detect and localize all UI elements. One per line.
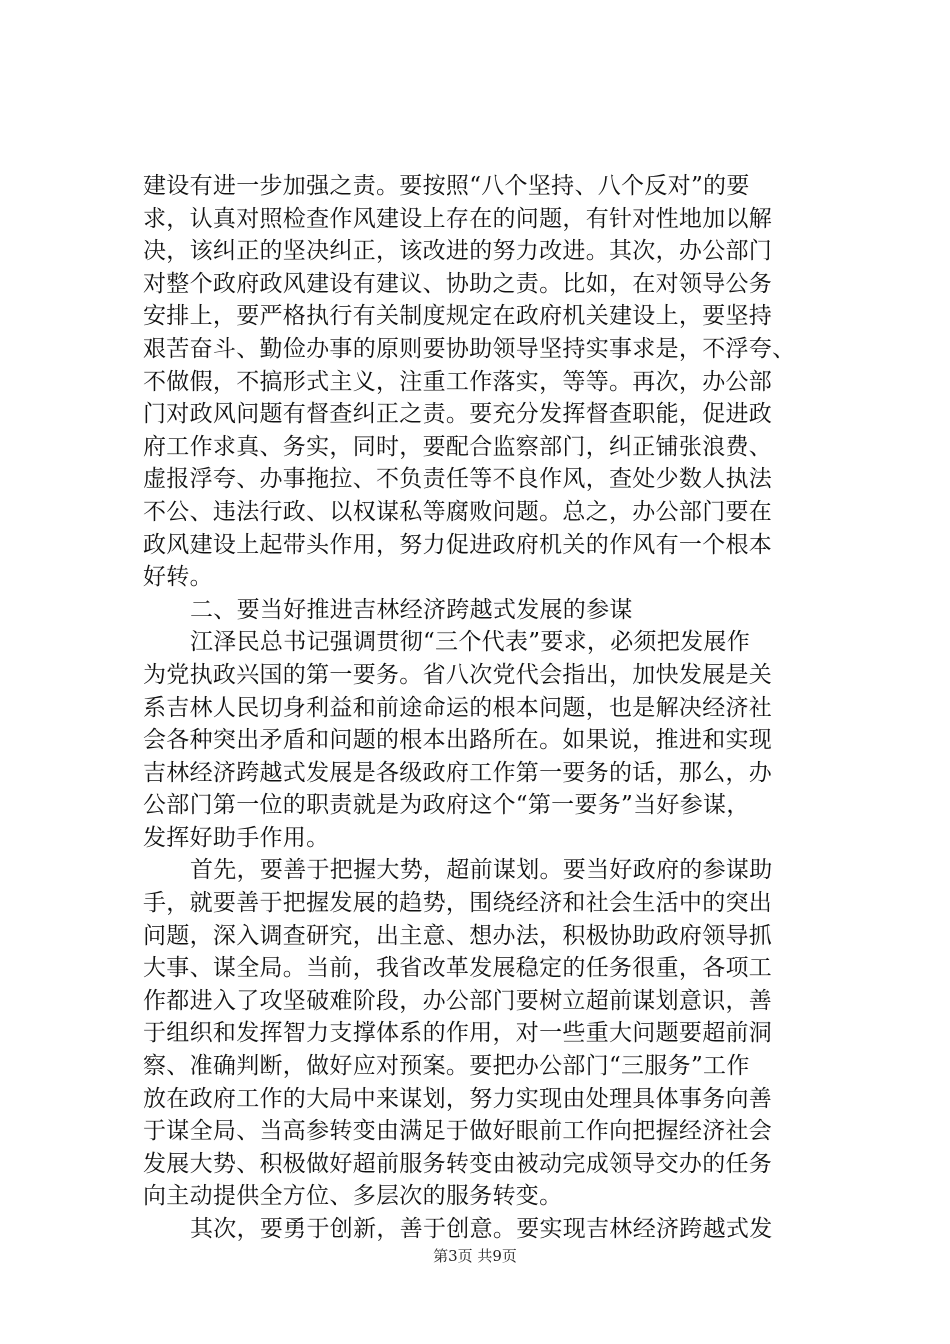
text-line: 察、准确判断，做好应对预案。要把办公部门“三服务”工作: [143, 1053, 750, 1080]
text-line: 为党执政兴国的第一要务。省八次党代会指出，加快发展是关: [143, 661, 773, 688]
text-line: 虚报浮夸、办事拖拉、不负责任等不良作风，查处少数人执法: [143, 466, 773, 493]
text-line: 系吉林人民切身利益和前途命运的根本问题，也是解决经济社: [143, 694, 773, 721]
text-line: 门对政风问题有督查纠正之责。要充分发挥督查职能，促进政: [143, 401, 773, 428]
text-line: 发展大势、积极做好超前服务转变由被动完成领导交办的任务: [143, 1150, 773, 1177]
text-line: 不做假，不搞形式主义，注重工作落实，等等。再次，办公部: [143, 368, 773, 395]
text-line: 大事、谋全局。当前，我省改革发展稳定的任务很重，各项工: [143, 955, 773, 982]
text-line: 会各种突出矛盾和问题的根本出路所在。如果说，推进和实现: [143, 727, 773, 754]
text-line: 作都进入了攻坚破难阶段，办公部门要树立超前谋划意识，善: [143, 987, 773, 1014]
text-line: 放在政府工作的大局中来谋划，努力实现由处理具体事务向善: [143, 1085, 773, 1112]
text-line: 决，该纠正的坚决纠正，该改进的努力改进。其次，办公部门: [143, 238, 773, 265]
text-line: 求，认真对照检查作风建设上存在的问题，有针对性地加以解: [143, 205, 773, 232]
text-line: 于组织和发挥智力支撑体系的作用，对一些重大问题要超前洞: [143, 1020, 773, 1047]
page-number-footer: 第3页 共9页: [433, 1247, 517, 1265]
text-line: 不公、违法行政、以权谋私等腐败问题。总之，办公部门要在: [143, 498, 773, 525]
text-line: 吉林经济跨越式发展是各级政府工作第一要务的话，那么，办: [143, 759, 773, 786]
body-text: [143, 170, 823, 1246]
text-line: 安排上，要严格执行有关制度规定在政府机关建设上，要坚持: [143, 303, 773, 330]
text-line: 发挥好助手作用。: [143, 824, 330, 851]
text-line: 于谋全局、当高参转变由满足于做好眼前工作向把握经济社会: [143, 1118, 773, 1145]
text-line: 手，就要善于把握发展的趋势，围绕经济和社会生活中的突出: [143, 890, 773, 917]
text-line: 政风建设上起带头作用，努力促进政府机关的作风有一个根本: [143, 531, 773, 558]
paragraph-start-line: 江泽民总书记强调贯彻“三个代表”要求，必须把发展作: [190, 629, 751, 656]
text-line: 向主动提供全方位、多层次的服务转变。: [143, 1183, 563, 1210]
text-line: 建设有进一步加强之责。要按照“八个坚持、八个反对”的要: [143, 173, 750, 199]
paragraph-start-line: 首先，要善于把握大势，超前谋划。要当好政府的参谋助: [190, 857, 773, 884]
text-line: 公部门第一位的职责就是为政府这个“第一要务”当好参谋，: [143, 792, 750, 819]
text-line: 艰苦奋斗、勤俭办事的原则要协助领导坚持实事求是，不浮夸、: [143, 335, 796, 362]
paragraph-start-line: 其次，要勇于创新，善于创意。要实现吉林经济跨越式发: [190, 1216, 773, 1242]
text-line: 问题，深入调查研究，出主意、想办法，积极协助政府领导抓: [143, 922, 773, 949]
section-heading: 二、要当好推进吉林经济跨越式发展的参谋: [190, 596, 633, 623]
text-line: 好转。: [143, 564, 213, 591]
text-line: 对整个政府政风建设有建议、协助之责。比如，在对领导公务: [143, 270, 773, 297]
text-line: 府工作求真、务实，同时，要配合监察部门，纠正铺张浪费、: [143, 433, 773, 460]
